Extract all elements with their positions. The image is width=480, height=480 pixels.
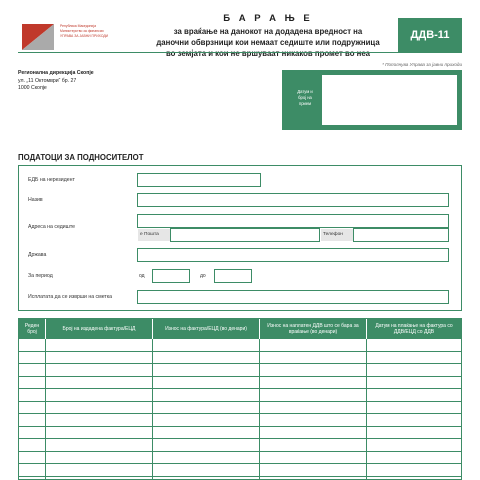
table-row: [19, 427, 461, 440]
table-cell[interactable]: [367, 427, 461, 439]
table-header-cell: Износ на фактура/ЕЦД (во денари): [153, 319, 260, 339]
name-input[interactable]: [137, 193, 449, 207]
table-cell[interactable]: [367, 352, 461, 364]
submitter-form: [18, 165, 462, 311]
table-cell[interactable]: [260, 377, 367, 389]
table-cell[interactable]: [153, 477, 260, 480]
table-cell[interactable]: [19, 352, 46, 364]
table-cell[interactable]: [367, 439, 461, 451]
table-cell[interactable]: [46, 414, 153, 426]
postal-input[interactable]: [170, 228, 320, 242]
stamp-label-line: број на: [298, 95, 312, 100]
table-cell[interactable]: [153, 377, 260, 389]
stamp-label-line: Датум и: [297, 89, 313, 94]
table-cell[interactable]: [46, 352, 153, 364]
period-label: За период: [28, 273, 53, 279]
table-cell[interactable]: [367, 339, 461, 351]
table-cell[interactable]: [367, 414, 461, 426]
table-cell[interactable]: [153, 452, 260, 464]
title-main: Б А Р А Њ Е: [223, 13, 313, 24]
phone-input[interactable]: [353, 228, 449, 242]
table-header-cell: Датум на плаќање на фактура со ДДВ/ЕЦД со ДДВ: [375, 323, 453, 335]
table-cell[interactable]: [153, 364, 260, 376]
edb-label: ЕДБ на нерезидент: [28, 177, 75, 183]
office-name: Регионална дирекција Скопје: [18, 70, 94, 76]
table-row: [19, 377, 461, 390]
edb-input[interactable]: [137, 173, 261, 187]
country-input[interactable]: [137, 248, 449, 262]
table-row: [19, 339, 461, 352]
table-cell[interactable]: [46, 427, 153, 439]
table-cell[interactable]: [46, 464, 153, 476]
table-row: [19, 414, 461, 427]
table-cell[interactable]: [153, 352, 260, 364]
title-subtitle-line: во земјата и кои не вршуваат никаков промет во неа: [165, 49, 371, 58]
name-label: Назив: [28, 197, 43, 203]
ujp-logo-mark-icon: [20, 22, 56, 52]
table-cell[interactable]: [367, 452, 461, 464]
table-cell[interactable]: [46, 364, 153, 376]
table-cell[interactable]: [153, 427, 260, 439]
period-from-input[interactable]: [152, 269, 190, 283]
logo-line: Република Македонија: [60, 24, 96, 28]
title-subtitle-line: за враќање на данокот на додадена вредност на: [173, 27, 363, 36]
table-row: [19, 477, 461, 480]
receipt-stamp-box: [282, 70, 462, 130]
table-cell[interactable]: [260, 477, 367, 480]
table-cell[interactable]: [46, 402, 153, 414]
table-row: [19, 389, 461, 402]
postal-label: е Пошта: [138, 229, 170, 241]
title-subtitle-line: даночни обврзници кои немаат седиште или подружница: [156, 38, 380, 47]
table-cell[interactable]: [19, 427, 46, 439]
table-cell[interactable]: [153, 339, 260, 351]
table-cell[interactable]: [367, 364, 461, 376]
table-cell[interactable]: [46, 377, 153, 389]
table-cell[interactable]: [260, 452, 367, 464]
address-label: Адреса на седиште: [28, 224, 76, 230]
table-cell[interactable]: [367, 464, 461, 476]
table-cell[interactable]: [19, 477, 46, 480]
office-address: [18, 70, 94, 93]
table-cell[interactable]: [19, 439, 46, 451]
invoice-table: [18, 318, 462, 480]
office-use-note: * Пополнува Управа за јавни приходи: [382, 62, 462, 67]
table-header-cell: Реден број: [19, 319, 46, 339]
table-header-cell: Број на издадена фактура/ЕЦД: [46, 319, 153, 339]
table-cell[interactable]: [19, 389, 46, 401]
table-row: [19, 352, 461, 365]
table-cell[interactable]: [19, 377, 46, 389]
table-row: [19, 402, 461, 415]
table-body: [19, 339, 461, 480]
table-header: [19, 319, 461, 339]
table-cell[interactable]: [367, 377, 461, 389]
table-cell[interactable]: [153, 402, 260, 414]
table-cell[interactable]: [367, 389, 461, 401]
table-cell[interactable]: [46, 477, 153, 480]
receipt-stamp-label: [290, 89, 320, 107]
table-cell[interactable]: [19, 414, 46, 426]
table-row: [19, 464, 461, 477]
stamp-label-line: прием: [298, 101, 312, 106]
address-input[interactable]: [137, 214, 449, 228]
phone-label: Телефон: [321, 229, 353, 241]
table-cell[interactable]: [46, 452, 153, 464]
table-cell[interactable]: [260, 389, 367, 401]
form-code-badge: ДДВ-11: [398, 18, 462, 52]
table-cell[interactable]: [46, 339, 153, 351]
table-row: [19, 452, 461, 465]
country-label: Држава: [28, 252, 47, 258]
payment-account-input[interactable]: [137, 290, 449, 304]
section-title: ПОДАТОЦИ ЗА ПОДНОСИТЕЛОТ: [18, 153, 144, 162]
table-row: [19, 364, 461, 377]
logo-text: [60, 24, 150, 40]
logo-line: Министерство за финансии: [60, 29, 104, 34]
logo-line: УПРАВА ЗА ЈАВНИ ПРИХОДИ: [60, 34, 109, 39]
table-cell[interactable]: [367, 477, 461, 480]
table-cell[interactable]: [153, 414, 260, 426]
ujp-logo: [20, 22, 150, 52]
receipt-stamp-field: [322, 75, 457, 125]
office-city: 1000 Скопје: [18, 85, 47, 92]
table-cell[interactable]: [153, 439, 260, 451]
table-cell[interactable]: [19, 452, 46, 464]
period-to-input[interactable]: [214, 269, 252, 283]
table-cell[interactable]: [19, 464, 46, 476]
table-cell[interactable]: [260, 364, 367, 376]
table-cell[interactable]: [19, 364, 46, 376]
table-cell[interactable]: [153, 389, 260, 401]
period-from-label: од: [139, 273, 145, 279]
table-row: [19, 439, 461, 452]
table-cell[interactable]: [46, 389, 153, 401]
table-cell[interactable]: [260, 402, 367, 414]
table-cell[interactable]: [260, 352, 367, 364]
table-header-cell: Износ на наплатен ДДВ што се бара за враќање (во денари): [260, 319, 367, 339]
table-cell[interactable]: [260, 339, 367, 351]
header-divider: [18, 52, 462, 53]
office-street: ул. „11 Октомври“ бр. 27: [18, 77, 77, 84]
table-cell[interactable]: [367, 402, 461, 414]
table-cell[interactable]: [46, 439, 153, 451]
period-to-label: до: [200, 273, 206, 279]
table-cell[interactable]: [260, 414, 367, 426]
payment-label: Исплатата да се изврши на сметка: [28, 294, 113, 300]
table-cell[interactable]: [19, 402, 46, 414]
table-cell[interactable]: [260, 427, 367, 439]
table-cell[interactable]: [260, 439, 367, 451]
table-cell[interactable]: [260, 464, 367, 476]
table-cell[interactable]: [19, 339, 46, 351]
table-cell[interactable]: [153, 464, 260, 476]
